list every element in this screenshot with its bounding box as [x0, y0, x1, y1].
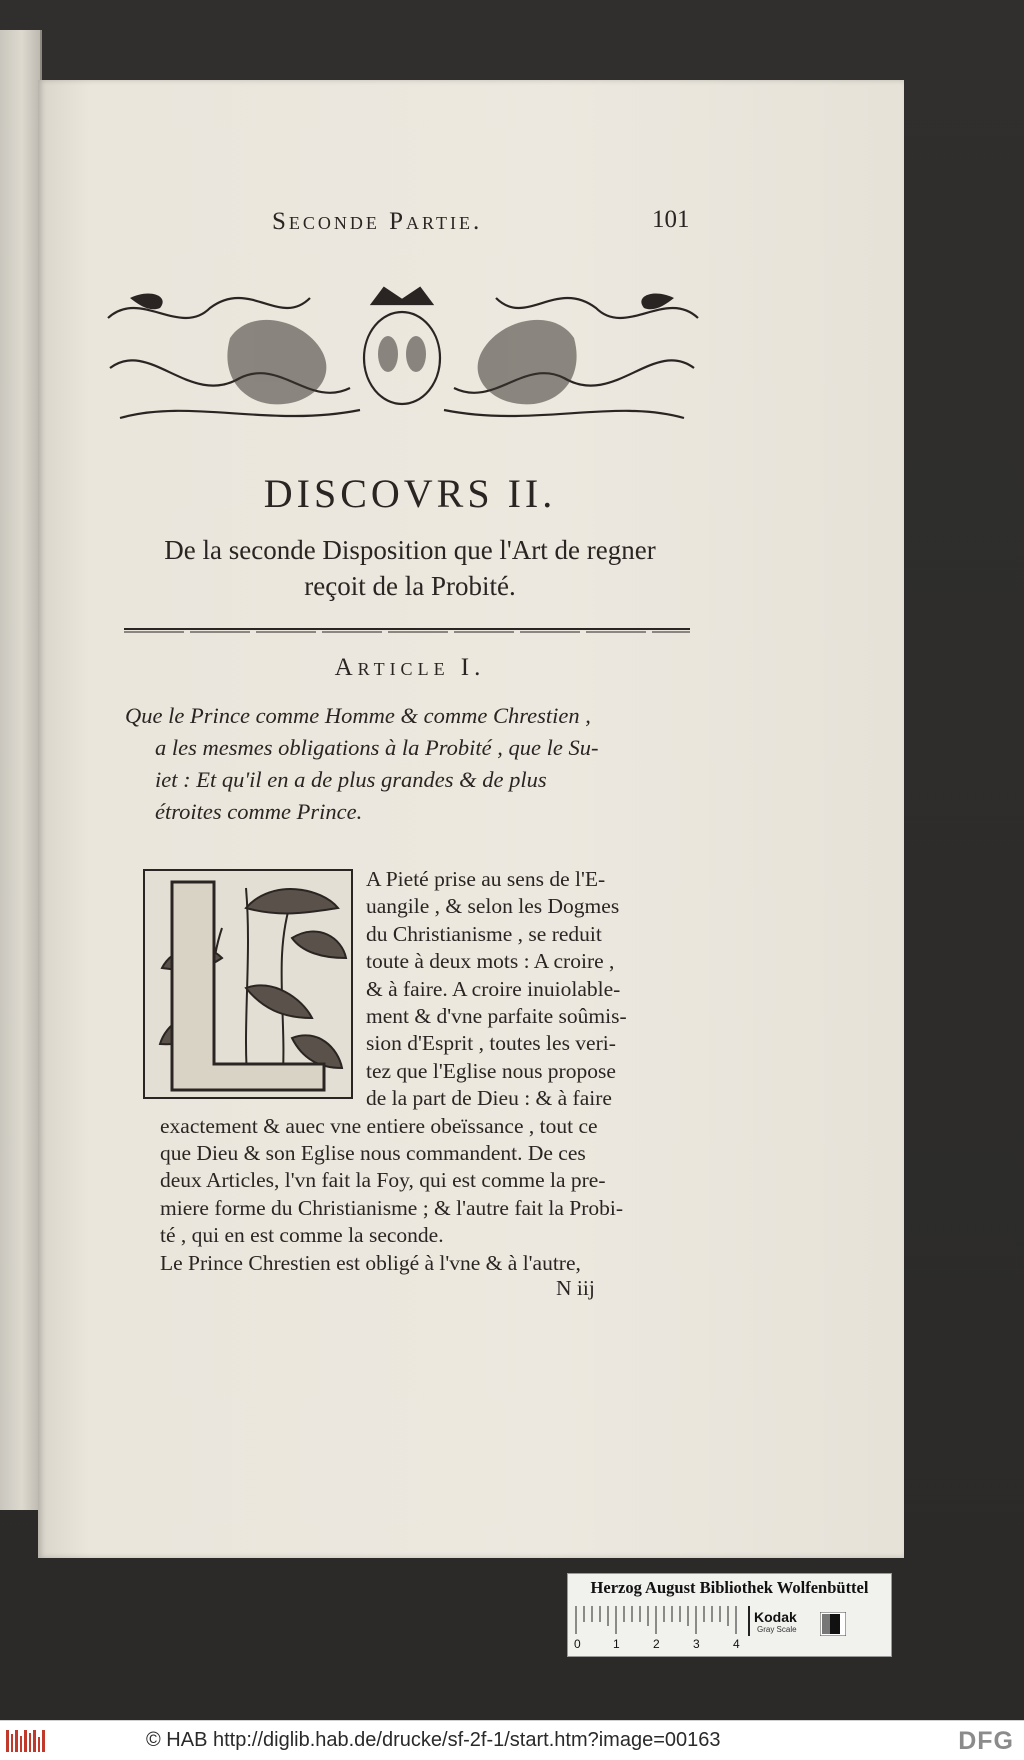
- body-line: du Christianisme , se reduit: [366, 921, 602, 946]
- body-line: toute à deux mots : A croire ,: [366, 949, 615, 974]
- subtitle-line: De la seconde Disposition que l'Art de regner: [164, 535, 656, 565]
- scale-number: 2: [653, 1637, 660, 1651]
- body-line: de la part de Dieu : & à faire: [366, 1086, 612, 1111]
- scale-number: 3: [693, 1637, 700, 1651]
- body-line: miere forme du Christianisme ; & l'autre fait la Probi-: [160, 1195, 624, 1220]
- summary-line: a les mesmes obligations à la Probité , que le Su-: [155, 735, 599, 760]
- body-line: Le Prince Chrestien est obligé à l'vne & à l'autre,: [160, 1250, 581, 1275]
- body-line: deux Articles, l'vn fait la Foy, qui est comme la pre-: [160, 1168, 606, 1193]
- scale-number: 4: [733, 1637, 740, 1651]
- body-line: que Dieu & son Eglise nous commandent. De ces: [160, 1141, 586, 1166]
- dfg-logo: DFG: [958, 1727, 1014, 1755]
- footer-bar: [0, 1720, 1024, 1760]
- page-number: 101: [652, 206, 690, 233]
- summary-line: Que le Prince comme Homme & comme Chrestien ,: [125, 703, 591, 728]
- article-heading: Article I.: [334, 654, 486, 681]
- body-line: & à faire. A croire inuiolable-: [366, 976, 621, 1001]
- summary-line: iet : Et qu'il en a de plus grandes & de plus: [155, 767, 547, 792]
- kodak-library-title: Herzog August Bibliothek Wolfenbüttel: [590, 1578, 869, 1597]
- subtitle-line: reçoit de la Probité.: [304, 571, 516, 601]
- signature-mark: N iij: [556, 1276, 595, 1300]
- divider-line: [746, 1606, 752, 1636]
- article-summary: [125, 700, 690, 828]
- scale-number: 0: [574, 1637, 581, 1651]
- body-line: A Pieté prise au sens de l'E-: [366, 867, 606, 891]
- gray-patch-icon: [820, 1612, 846, 1636]
- gray-scale-label: Gray Scale: [757, 1625, 797, 1634]
- hab-logo-icon: [4, 1728, 48, 1754]
- body-line: sion d'Esprit , toutes les veri-: [366, 1031, 616, 1056]
- body-line: té , qui en est comme la seconde.: [160, 1223, 444, 1248]
- kodak-color-scale: [567, 1573, 892, 1657]
- decorative-rule: [124, 627, 690, 633]
- running-head: Seconde Partie.: [272, 208, 483, 235]
- copyright-link[interactable]: © HAB http://diglib.hab.de/drucke/sf-2f-1/start.htm?image=00163: [146, 1729, 721, 1751]
- body-line: tez que l'Eglise nous propose: [366, 1058, 616, 1083]
- facing-page-edge: [0, 30, 42, 1510]
- summary-line: étroites comme Prince.: [155, 799, 363, 824]
- discourse-title: DISCOVRS II.: [263, 471, 557, 516]
- discourse-subtitle: [120, 532, 700, 604]
- body-line: uangile , & selon les Dogmes: [366, 894, 620, 919]
- body-line: ment & d'vne parfaite soûmis-: [366, 1004, 627, 1029]
- kodak-brand: Kodak: [754, 1609, 797, 1625]
- scale-number: 1: [613, 1637, 620, 1651]
- body-line: exactement & auec vne entiere obeïssance , tout ce: [160, 1113, 598, 1138]
- ornamental-headpiece: [100, 278, 704, 430]
- body-text: [160, 866, 692, 1277]
- ruler-scale: [574, 1604, 750, 1652]
